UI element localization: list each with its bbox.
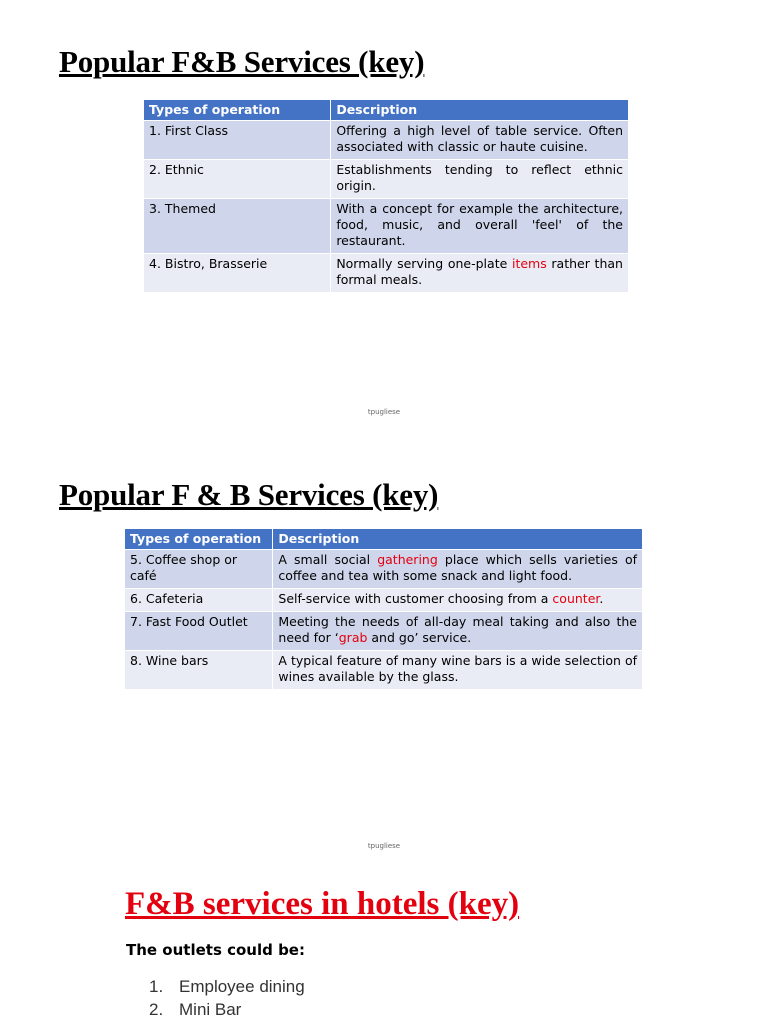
highlight-word: items (511, 256, 547, 271)
table-row (125, 550, 643, 589)
author-credit: tpugliese (367, 842, 401, 850)
desc-text: A small social (278, 552, 371, 567)
list-item (149, 977, 305, 1000)
type-cell: 3. Themed (144, 199, 331, 254)
type-cell: 5. Coffee shop or café (125, 550, 273, 589)
table-row (144, 254, 629, 293)
desc-text: Self-service with customer choosing from a (278, 591, 549, 606)
author-credit: tpugliese (367, 408, 401, 416)
description-cell (273, 550, 643, 589)
list-item (149, 1000, 305, 1023)
table-header-row (144, 100, 629, 121)
slide1-title: Popular F&B Services (key) (59, 44, 425, 79)
description-cell (331, 254, 629, 293)
column-header-description: Description (273, 529, 643, 550)
list-label: Employee dining (179, 977, 305, 996)
type-cell: 4. Bistro, Brasserie (144, 254, 331, 293)
highlight-word: counter (552, 591, 600, 606)
type-cell: 6. Cafeteria (125, 589, 273, 612)
column-header-description: Description (331, 100, 629, 121)
description-cell: A typical feature of many wine bars is a wide selection of wines available by the glass. (273, 651, 643, 690)
desc-text: . (599, 591, 604, 606)
type-cell: 7. Fast Food Outlet (125, 612, 273, 651)
type-cell: 1. First Class (144, 121, 331, 160)
highlight-word: grab (338, 630, 368, 645)
column-header-type: Types of operation (125, 529, 273, 550)
outlets-list (149, 977, 305, 1023)
desc-text: place which sells varieties of coffee and tea with some snack and light food. (278, 552, 637, 583)
description-cell: Offering a high level of table service. Often associated with classic or haute cuisine. (331, 121, 629, 160)
table-row (144, 160, 629, 199)
table-row (125, 612, 643, 651)
description-cell (273, 612, 643, 651)
column-header-type: Types of operation (144, 100, 331, 121)
type-cell: 8. Wine bars (125, 651, 273, 690)
slide3-title: F&B services in hotels (key) (125, 886, 520, 922)
table-row (144, 121, 629, 160)
list-number: 2. (149, 1000, 164, 1019)
table-header-row (125, 529, 643, 550)
description-cell: With a concept for example the architecture, food, music, and overall 'feel' of the restaurant. (331, 199, 629, 254)
slide2-table (125, 529, 643, 689)
slide2-title: Popular F & B Services (key) (59, 477, 439, 512)
desc-text: and go’ service. (367, 630, 472, 645)
type-cell: 2. Ethnic (144, 160, 331, 199)
table-row (125, 651, 643, 690)
description-cell (273, 589, 643, 612)
list-number: 1. (149, 977, 164, 996)
desc-text: Meeting the needs of all-day meal taking and also the need for ‘ (278, 614, 637, 645)
desc-text: Normally serving one-plate (336, 256, 508, 271)
list-label: Mini Bar (179, 1000, 242, 1019)
outlets-subtitle: The outlets could be: (126, 941, 305, 959)
highlight-word: gathering (377, 552, 438, 567)
desc-text: rather than formal meals. (336, 256, 623, 287)
slide1-table (144, 100, 629, 292)
table-row (144, 199, 629, 254)
description-cell: Establishments tending to reflect ethnic origin. (331, 160, 629, 199)
table-row (125, 589, 643, 612)
